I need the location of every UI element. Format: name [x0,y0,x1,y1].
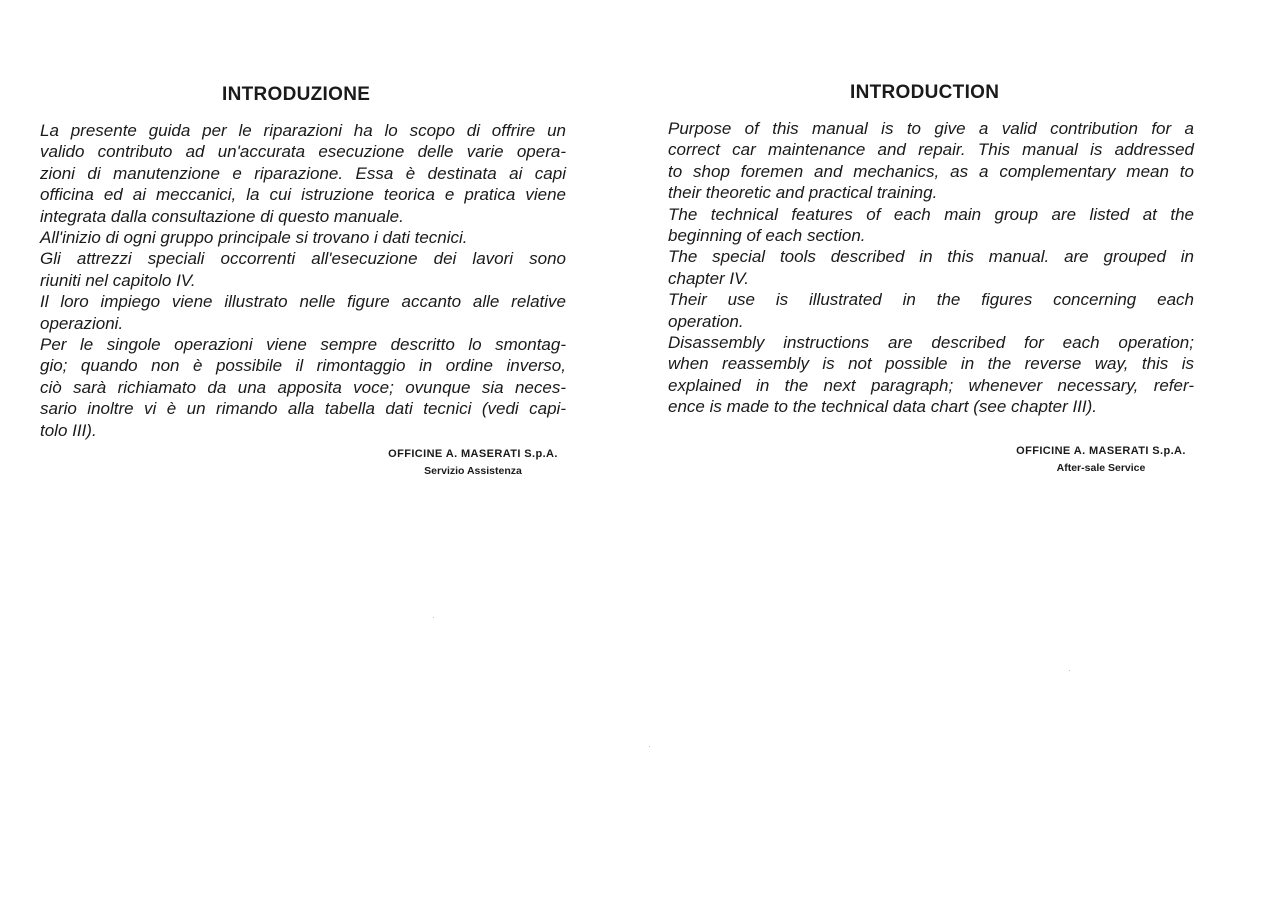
department-name: Servizio Assistenza [424,465,522,477]
body-line: sario inoltre vi è un rimando alla tabella dati tecnici (vedi capi- [40,399,566,419]
company-name: OFFICINE A. MASERATI S.p.A. [1016,445,1186,457]
department-name: After-sale Service [1056,462,1146,474]
body-line: Purpose of this manual is to give a valid contribution for a [668,119,1194,138]
body-line: beginning of each section. [668,226,866,246]
body-line: Per le singole operazioni viene sempre descritto lo smontag- [40,335,566,355]
body-line: operazioni. [40,313,124,333]
signature-block [986,443,1216,477]
body-line: gio; quando non è possibile il rimontaggio in ordine inverso, [40,356,566,376]
body-line: correct car maintenance and repair. This manual is addressed [668,140,1194,160]
body-line: All'inizio di ogni gruppo principale si trovano i dati tecnici. [40,228,468,248]
body-line: operation. [668,311,744,331]
body-line: to shop foremen and mechanics, as a complementary mean to [668,161,1194,181]
body-line: ciò sarà richiamato da una apposita voce; ovunque sia neces- [40,377,566,397]
body-line: integrata dalla consultazione di questo manuale. [40,206,404,226]
body-line: ence is made to the technical data chart (see chapter III). [668,397,1098,417]
scan-speck [1069,670,1070,671]
body-line: The technical features of each main group are listed at the [668,204,1194,224]
scan-speck [433,617,434,618]
body-line: The special tools described in this manual. are grouped in [668,247,1194,267]
body-line: zioni di manutenzione e riparazione. Essa è destinata ai capi [40,163,566,183]
body-line: La presente guida per le riparazioni ha lo scopo di offrire un [40,121,566,140]
body-line: Their use is illustrated in the figures concerning each [668,290,1194,310]
body-line: Gli attrezzi speciali occorrenti all'esecuzione dei lavori sono [40,249,566,269]
body-line: officina ed ai meccanici, la cui istruzione teorica e pratica viene [40,185,566,205]
company-name: OFFICINE A. MASERATI S.p.A. [388,448,558,460]
body-line: when reassembly is not possible in the reverse way, this is [668,354,1194,374]
body-line: explained in the next paragraph; whenever necessary, refer- [668,375,1194,395]
body-line: tolo III). [40,420,97,440]
body-line: Disassembly instructions are described for each operation; [668,333,1194,353]
body-line: riuniti nel capitolo IV. [40,270,196,290]
page-title: INTRODUCTION [850,82,1000,103]
page-title: INTRODUZIONE [222,84,371,105]
signature-block [358,446,588,480]
introduction-body [668,118,1194,418]
introduction-body [40,120,566,441]
body-line: Il loro impiego viene illustrato nelle figure accanto alle relative [40,292,566,312]
scan-speck [649,746,650,747]
body-line: chapter IV. [668,268,749,288]
body-line: their theoretic and practical training. [668,183,938,203]
body-line: valido contributo ad un'accurata esecuzione delle varie opera- [40,142,566,162]
